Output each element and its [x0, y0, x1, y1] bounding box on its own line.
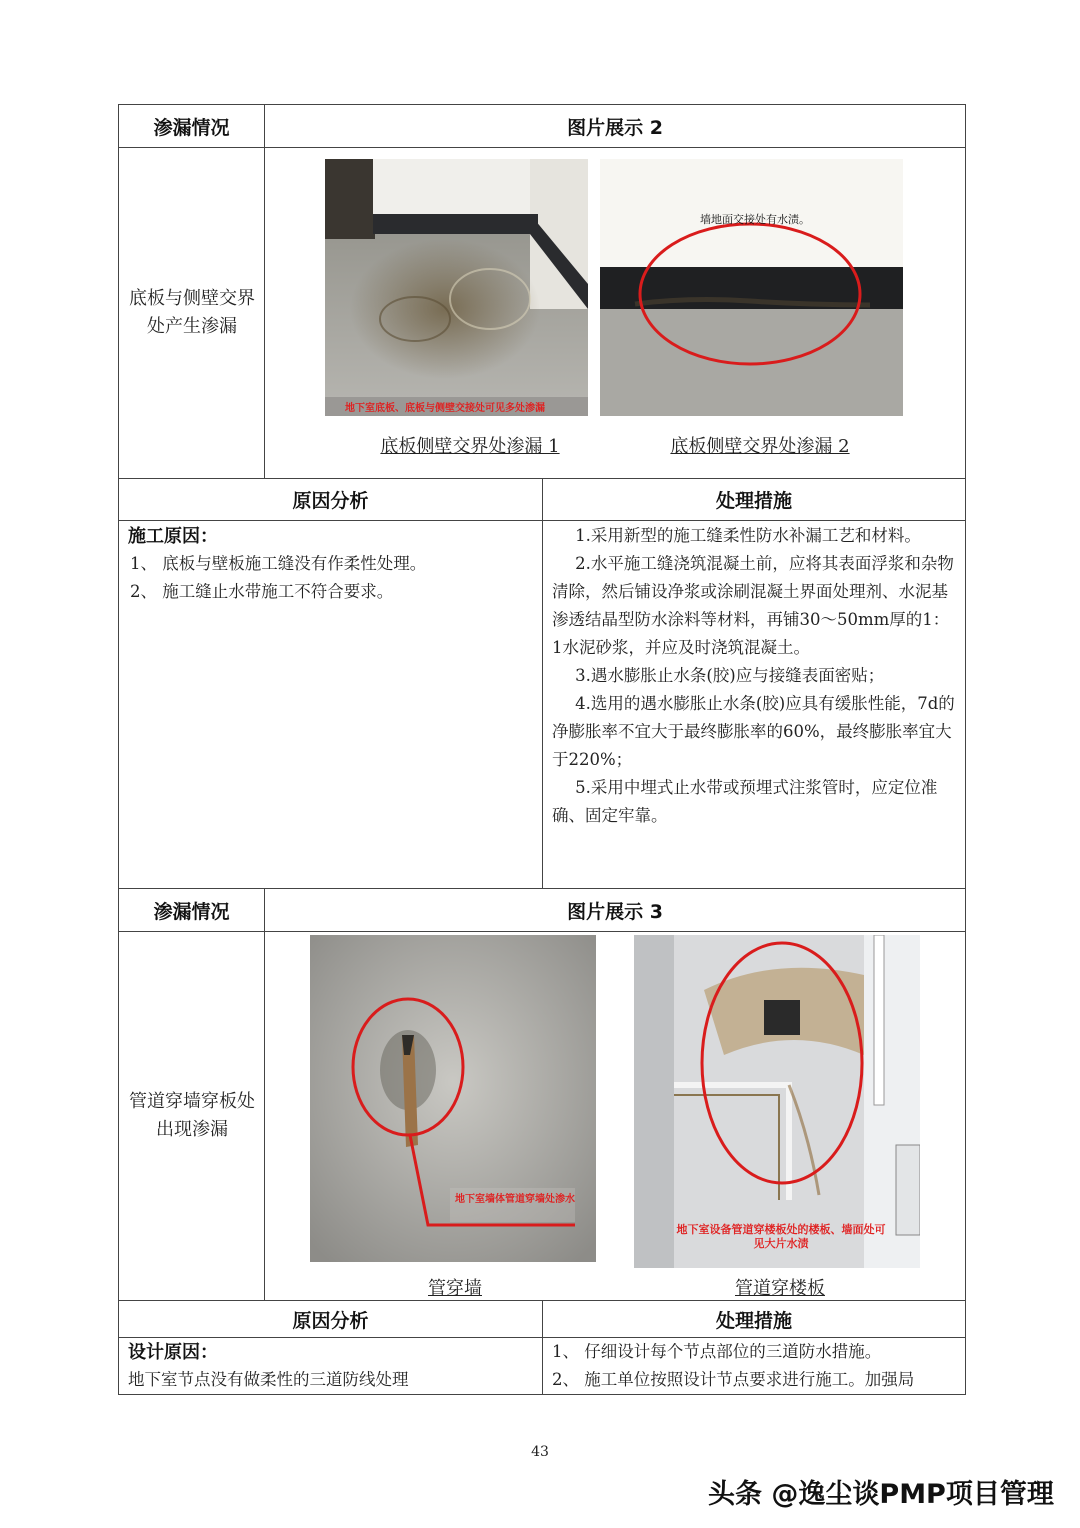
col-divider: [264, 104, 265, 478]
page-number: 43: [531, 1444, 549, 1460]
measure-item: 5.采用中埋式止水带或预埋式注浆管时，应定位准确、固定牢靠。: [552, 778, 938, 825]
pipe-through-wall-photo: [310, 935, 596, 1262]
table-border-left: [118, 104, 119, 1395]
floor-wall-leak-photo-1: [325, 159, 588, 416]
image-display-header: 图片展示 2: [567, 116, 663, 139]
treatment-measures-header: 处理措施: [715, 490, 792, 512]
cause-analysis-header: 原因分析: [292, 1309, 369, 1332]
photo-2-image: [600, 159, 903, 416]
measure-item: 2.水平施工缝浇筑混凝土前，应将其表面浮浆和杂物清除，然后铺设净浆或涂刷混凝土界面处理剂、水泥基渗透结晶型防水涂料等材料，再铺30～50mm厚的1：1水泥砂浆，并应及时浇筑混凝土。: [552, 554, 954, 657]
cause-item: 1、 底板与壁板施工缝没有作柔性处理。: [130, 554, 427, 573]
col-divider: [264, 888, 265, 1300]
cause-title: 设计原因：: [128, 1342, 218, 1363]
photo-caption-4: 管道穿楼板: [735, 1278, 825, 1299]
photo-4-image: [634, 935, 920, 1268]
table-border-bottom: [118, 1394, 966, 1395]
photo-1-overlay-text: 地下室底板、底板与侧壁交接处可见多处渗漏: [345, 403, 545, 414]
measure-item: 3.遇水膨胀止水条(胶)应与接缝表面密贴；: [575, 666, 885, 685]
measure-item: 1.采用新型的施工缝柔性防水补漏工艺和材料。: [575, 526, 921, 545]
photo-4-overlay-text: 地下室设备管道穿楼板处的楼板、墙面处可见大片水渍: [676, 1223, 886, 1250]
photo-3-overlay-text: 地下室墙体管道穿墙处渗水: [455, 1194, 575, 1205]
measure-item: 1、 仔细设计每个节点部位的三道防水措施。: [552, 1342, 882, 1361]
leak-description: 管道穿墙穿板处出现渗漏: [129, 1091, 255, 1140]
leak-header: 渗漏情况: [153, 900, 230, 923]
measure-item: 2、 施工单位按照设计节点要求进行施工。加强局: [552, 1370, 915, 1389]
treatment-measures-header: 处理措施: [715, 1309, 792, 1332]
photo-caption-2: 底板侧壁交界处渗漏 2: [670, 436, 850, 457]
photo-3-image: [310, 935, 596, 1262]
leak-header: 渗漏情况: [153, 116, 230, 139]
cause-title: 施工原因：: [128, 526, 218, 547]
photo-2-overlay-text: 墙地面交接处有水渍。: [700, 213, 810, 226]
measures-block: [552, 1338, 962, 1394]
floor-wall-leak-photo-2: [600, 159, 903, 416]
photo-caption-1: 底板侧壁交界处渗漏 1: [380, 436, 560, 457]
photo-caption-3: 管穿墙: [428, 1278, 482, 1299]
photo-1-image: [325, 159, 588, 416]
measure-item: 4.选用的遇水膨胀止水条(胶)应具有缓胀性能，7d的净膨胀率不宜大于最终膨胀率的60%，最终膨胀率宜大于220%；: [552, 694, 955, 769]
cause-item: 地下室节点没有做柔性的三道防线处理: [128, 1370, 409, 1389]
pipe-through-floor-photo: [634, 935, 920, 1268]
table-border-right: [965, 104, 966, 1395]
cause-item: 2、 施工缝止水带施工不符合要求。: [130, 582, 394, 601]
cause-block: [128, 524, 536, 606]
measures-block: [552, 522, 958, 830]
watermark: 头条 @逸尘谈PMP项目管理: [708, 1479, 1054, 1510]
col-divider: [542, 478, 543, 888]
leak-description: 底板与侧壁交界处产生渗漏: [129, 288, 255, 337]
cause-block: [128, 1340, 536, 1394]
cause-analysis-header: 原因分析: [292, 490, 369, 512]
image-display-header: 图片展示 3: [567, 900, 663, 923]
